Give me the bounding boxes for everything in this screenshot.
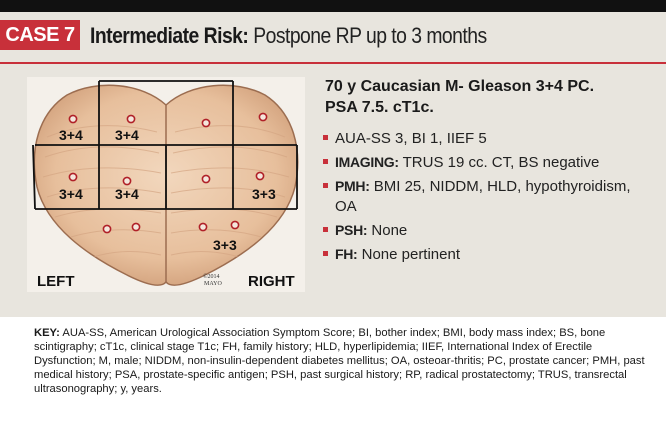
list-item — [323, 244, 653, 265]
zone-label: 3+4 — [115, 127, 139, 143]
case-summary — [325, 76, 655, 118]
left-label: LEFT — [37, 273, 75, 290]
case-title — [90, 21, 487, 51]
list-item — [323, 152, 653, 173]
core-marker — [69, 115, 76, 122]
zone-label: 3+4 — [115, 186, 139, 202]
core-marker — [259, 113, 266, 120]
case-details-list — [323, 128, 653, 268]
key-text: AUA-SS, American Urological Association Symptom Score; BI, bother index; BMI, body mass index; BS, bone scintigraphy; cT1c, clinical stage T1c; FH, family history; HLD, hyperlipidemia; IIEF, International Index of Erectile Dysfunction; M, male; NIDDM, non-insulin-dependent diabetes mellitus; OA, osteoar-thritis; PC, prostate cancer; PMH, past medical history; PSA, prostate-specific antigen; PSH, past surgical history; RP, radical prostatectomy; TRUS, transrectal ultrasonography; y, years. — [34, 327, 645, 395]
list-item — [323, 128, 653, 149]
bullet-icon — [323, 159, 328, 164]
bullet-icon — [323, 227, 328, 232]
prostate-diagram — [27, 77, 305, 292]
core-marker — [127, 115, 134, 122]
key-label: KEY: — [34, 327, 60, 339]
core-marker — [103, 225, 110, 232]
item-key: IMAGING: — [335, 154, 399, 170]
item-text: BMI 25, NIDDM, HLD, hypothyroidism, OA — [335, 178, 631, 215]
title-divider — [0, 62, 666, 64]
bullet-icon — [323, 135, 328, 140]
item-text: None pertinent — [357, 246, 461, 263]
zone-label: 3+3 — [252, 186, 276, 202]
prostate-illustration — [27, 77, 305, 292]
core-marker — [132, 223, 139, 230]
zone-label: 3+4 — [59, 186, 83, 202]
list-item — [323, 176, 653, 217]
core-marker — [69, 173, 76, 180]
top-bar — [0, 0, 666, 12]
core-marker — [231, 221, 238, 228]
case-label: CASE 7 — [5, 23, 75, 46]
abbreviation-key — [34, 326, 654, 396]
core-marker — [202, 175, 209, 182]
zone-label: 3+3 — [213, 237, 237, 253]
item-key: FH: — [335, 246, 358, 262]
copyright-org: MAYO — [204, 281, 222, 287]
core-marker — [199, 223, 206, 230]
summary-line-2: PSA 7.5. cT1c. — [325, 99, 434, 116]
case-title-rest: Postpone RP up to 3 months — [248, 23, 487, 48]
core-marker — [202, 119, 209, 126]
copyright-year: ©2014 — [203, 274, 220, 280]
item-key: PSH: — [335, 222, 368, 238]
right-label: RIGHT — [248, 273, 295, 290]
case-badge — [0, 20, 80, 50]
summary-line-1: 70 y Caucasian M- Gleason 3+4 PC. — [325, 78, 595, 95]
item-key: PMH: — [335, 178, 370, 194]
item-text: TRUS 19 cc. CT, BS negative — [398, 154, 600, 171]
core-marker — [256, 172, 263, 179]
item-text: None — [367, 222, 408, 239]
case-title-bold: Intermediate Risk: — [90, 23, 249, 48]
list-item — [323, 220, 653, 241]
zone-label: 3+4 — [59, 127, 83, 143]
item-text: AUA-SS 3, BI 1, IIEF 5 — [335, 130, 487, 147]
core-marker — [123, 177, 130, 184]
bullet-icon — [323, 251, 328, 256]
bullet-icon — [323, 183, 328, 188]
